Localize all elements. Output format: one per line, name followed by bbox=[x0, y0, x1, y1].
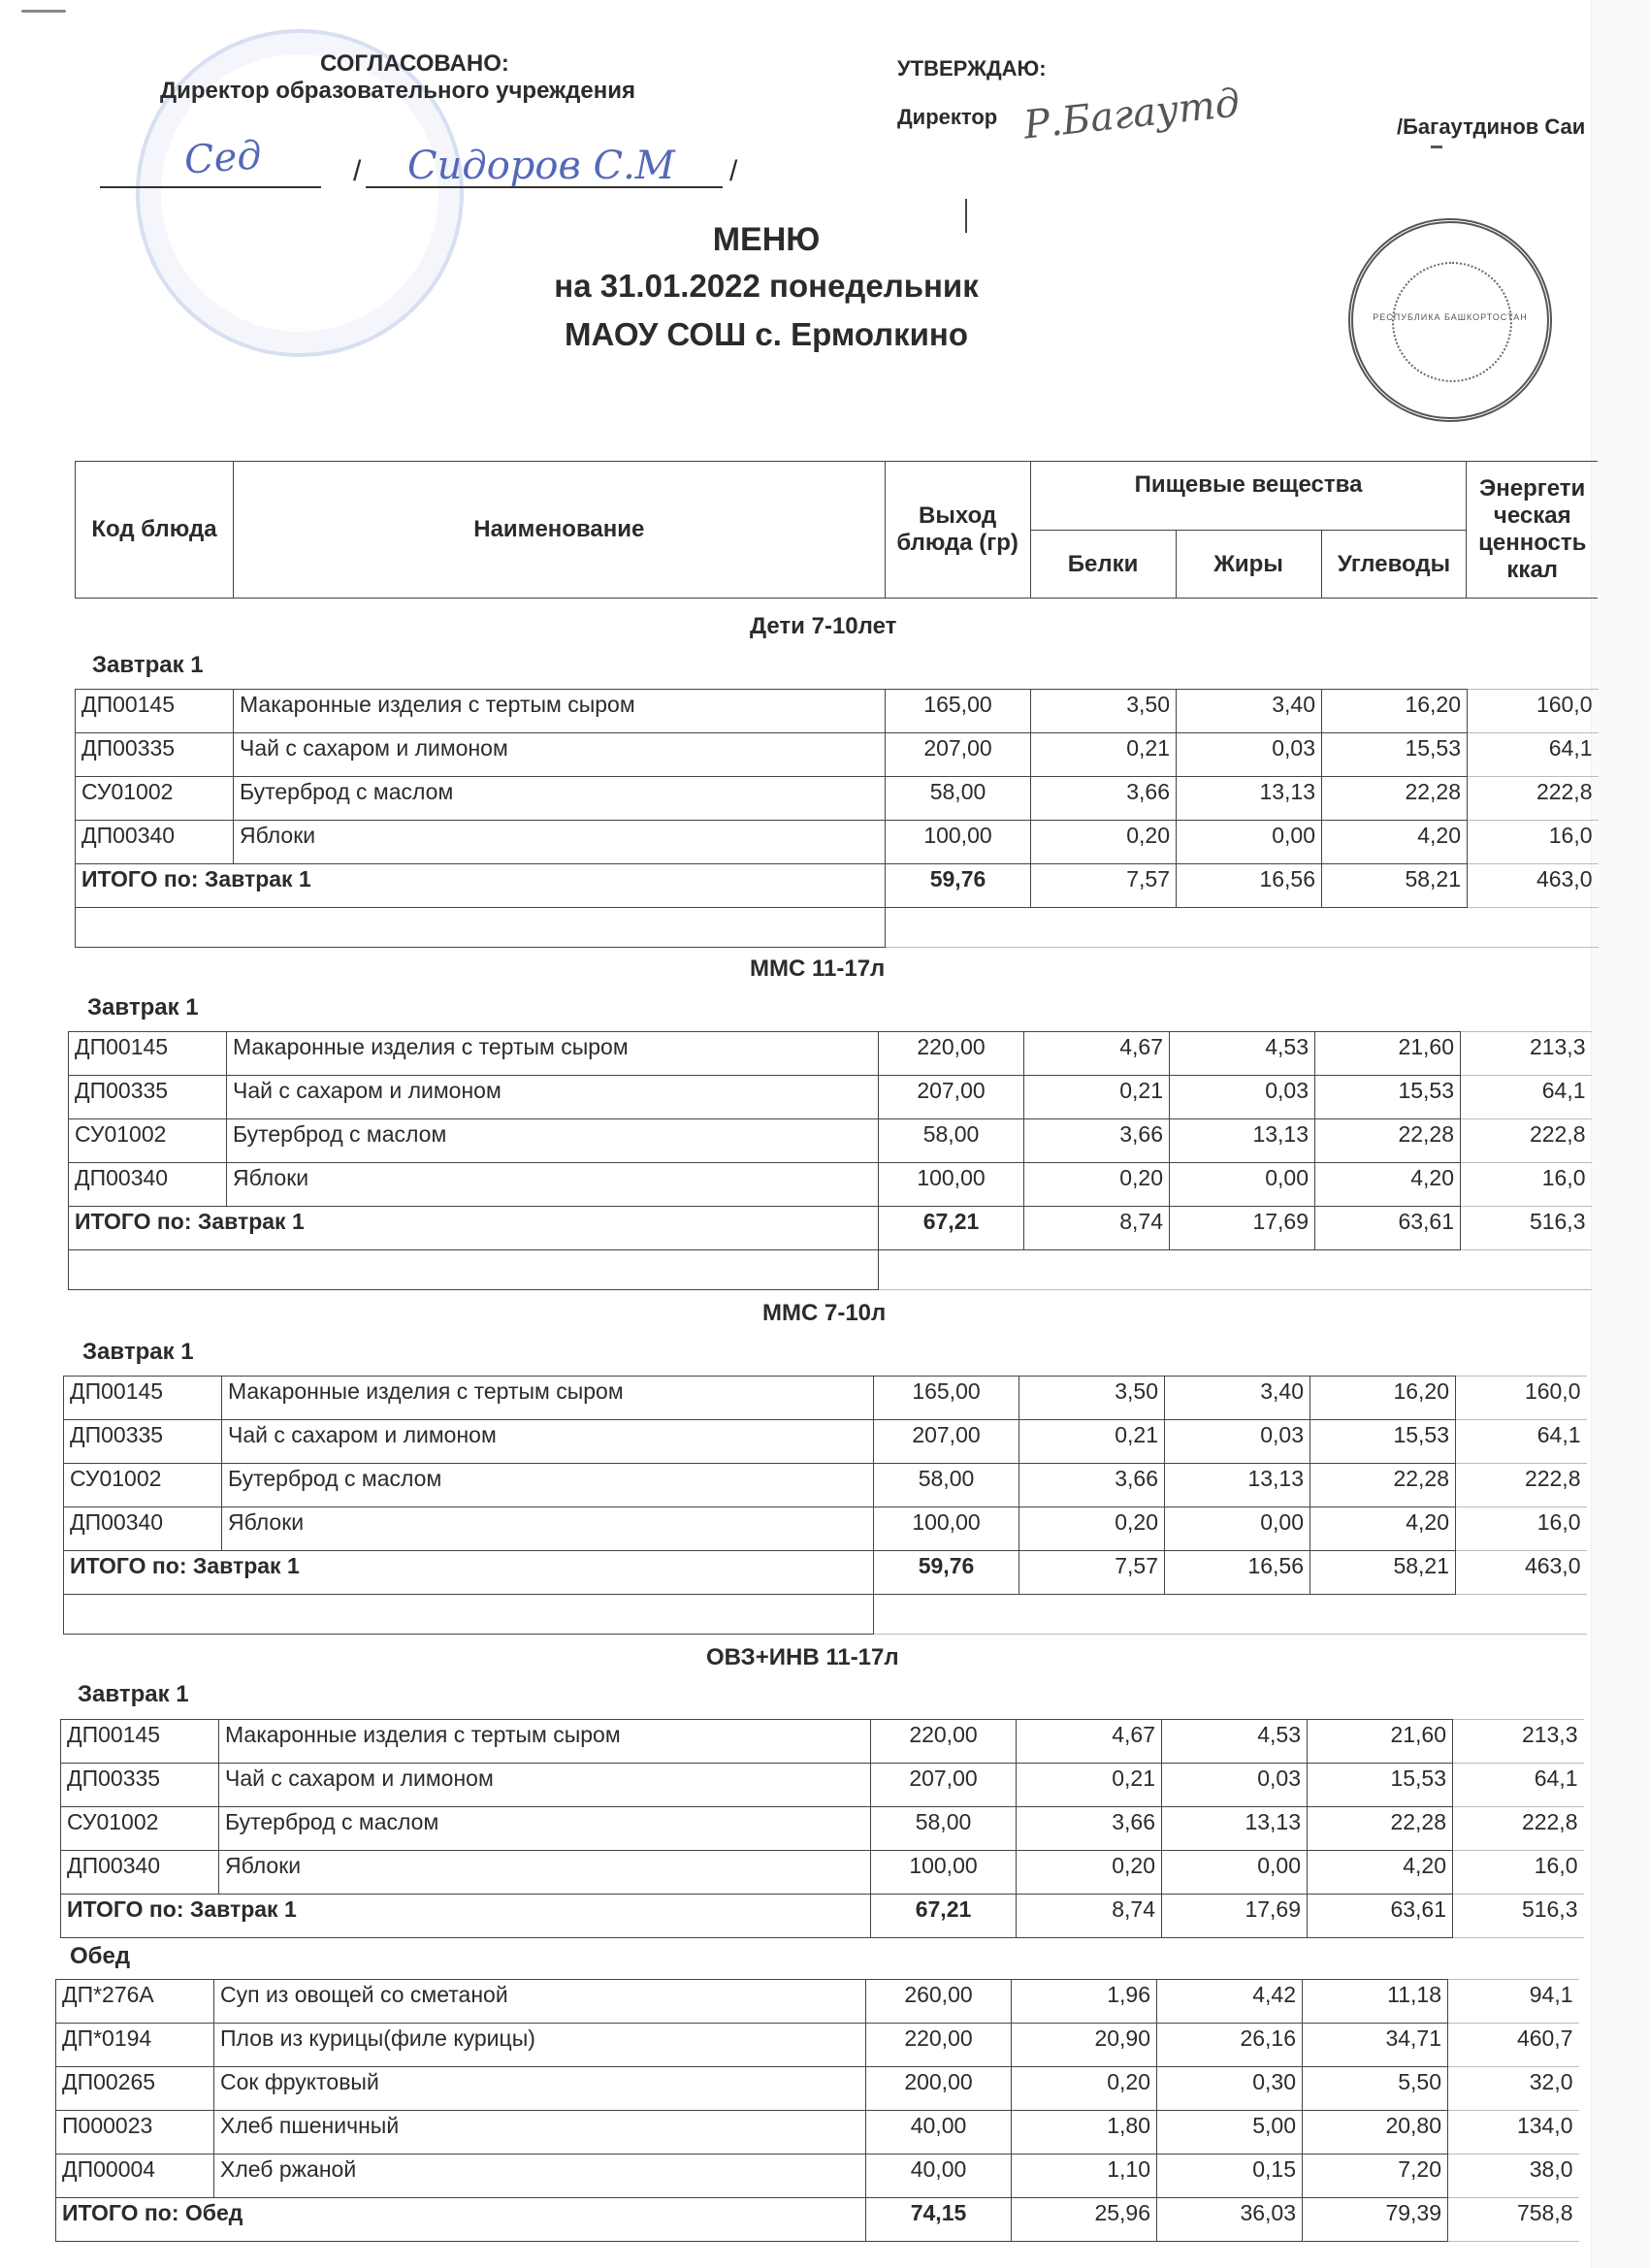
total-carbs: 58,21 bbox=[1322, 864, 1468, 908]
scan-mark bbox=[1431, 146, 1442, 148]
total-protein: 7,57 bbox=[1019, 1551, 1165, 1595]
dish-yield: 58,00 bbox=[886, 777, 1031, 821]
dish-name: Суп из овощей со сметаной bbox=[214, 1980, 866, 2024]
dish-carbs: 4,20 bbox=[1315, 1163, 1461, 1207]
dish-name: Чай с сахаром и лимоном bbox=[227, 1076, 879, 1119]
dish-code: ДП00340 bbox=[64, 1507, 222, 1551]
total-label: ИТОГО по: Завтрак 1 bbox=[69, 1207, 879, 1250]
menu-table bbox=[60, 1719, 1584, 1938]
header-energy: Энергети ческая ценность ккал bbox=[1467, 462, 1598, 599]
dish-yield: 207,00 bbox=[879, 1076, 1024, 1119]
dish-protein: 0,21 bbox=[1017, 1764, 1162, 1807]
dish-code: ДП*0194 bbox=[56, 2024, 214, 2067]
meal-title: Завтрак 1 bbox=[87, 994, 199, 1021]
dish-name: Яблоки bbox=[227, 1163, 879, 1207]
dish-fat: 5,00 bbox=[1157, 2111, 1303, 2155]
signature-line bbox=[100, 186, 321, 188]
scan-mark bbox=[21, 10, 66, 13]
dish-fat: 13,13 bbox=[1170, 1119, 1315, 1163]
dish-name: Бутерброд с маслом bbox=[219, 1807, 871, 1851]
dish-fat: 0,03 bbox=[1177, 733, 1322, 777]
table-row bbox=[69, 1119, 1592, 1163]
table-row bbox=[56, 2067, 1579, 2111]
table-row bbox=[76, 690, 1599, 733]
table-row bbox=[56, 2155, 1579, 2198]
table-row bbox=[69, 1032, 1592, 1076]
dish-energy: 160,0 bbox=[1468, 690, 1599, 733]
total-carbs: 79,39 bbox=[1303, 2198, 1448, 2242]
total-fat: 17,69 bbox=[1162, 1895, 1308, 1938]
blank-cell bbox=[874, 1595, 1587, 1635]
total-yield: 67,21 bbox=[871, 1895, 1017, 1938]
dish-code: ДП00340 bbox=[69, 1163, 227, 1207]
dish-fat: 0,00 bbox=[1165, 1507, 1310, 1551]
dish-yield: 58,00 bbox=[879, 1119, 1024, 1163]
dish-name: Чай с сахаром и лимоном bbox=[222, 1420, 874, 1464]
table-row bbox=[56, 2111, 1579, 2155]
dish-energy: 32,0 bbox=[1448, 2067, 1579, 2111]
dish-fat: 3,40 bbox=[1165, 1377, 1310, 1420]
dish-protein: 3,66 bbox=[1017, 1807, 1162, 1851]
dish-protein: 0,20 bbox=[1031, 821, 1177, 864]
dish-protein: 3,66 bbox=[1024, 1119, 1170, 1163]
blank-row bbox=[76, 908, 1599, 948]
dish-protein: 3,50 bbox=[1031, 690, 1177, 733]
dish-name: Бутерброд с маслом bbox=[234, 777, 886, 821]
agreed-subtitle: Директор образовательного учреждения bbox=[160, 78, 635, 104]
age-group-title: Дети 7-10лет bbox=[750, 613, 897, 639]
blank-row bbox=[69, 1250, 1592, 1290]
dish-yield: 207,00 bbox=[886, 733, 1031, 777]
blank-cell bbox=[879, 1250, 1592, 1290]
total-fat: 16,56 bbox=[1177, 864, 1322, 908]
dish-code: ДП00145 bbox=[61, 1720, 219, 1764]
dish-protein: 1,10 bbox=[1012, 2155, 1157, 2198]
dish-carbs: 16,20 bbox=[1310, 1377, 1456, 1420]
header-name: Наименование bbox=[233, 462, 885, 599]
table-row bbox=[61, 1807, 1584, 1851]
document-date: на 31.01.2022 понедельник bbox=[554, 268, 979, 304]
dish-energy: 64,1 bbox=[1461, 1076, 1592, 1119]
total-protein: 25,96 bbox=[1012, 2198, 1157, 2242]
total-yield: 74,15 bbox=[866, 2198, 1012, 2242]
dish-yield: 40,00 bbox=[866, 2111, 1012, 2155]
total-protein: 8,74 bbox=[1017, 1895, 1162, 1938]
blank-cell bbox=[886, 908, 1599, 948]
blank-row bbox=[64, 1595, 1587, 1635]
table-row bbox=[69, 1076, 1592, 1119]
dish-fat: 26,16 bbox=[1157, 2024, 1303, 2067]
total-carbs: 63,61 bbox=[1308, 1895, 1453, 1938]
dish-name: Хлеб ржаной bbox=[214, 2155, 866, 2198]
menu-table-header bbox=[75, 461, 1598, 599]
dish-protein: 0,20 bbox=[1024, 1163, 1170, 1207]
table-row bbox=[64, 1507, 1587, 1551]
dish-carbs: 21,60 bbox=[1308, 1720, 1453, 1764]
blank-cell bbox=[69, 1250, 879, 1290]
dish-code: ДП00145 bbox=[76, 690, 234, 733]
header-protein: Белки bbox=[1030, 531, 1176, 599]
table-row bbox=[76, 777, 1599, 821]
dish-carbs: 15,53 bbox=[1322, 733, 1468, 777]
header-code: Код блюда bbox=[76, 462, 234, 599]
total-fat: 16,56 bbox=[1165, 1551, 1310, 1595]
dish-energy: 64,1 bbox=[1453, 1764, 1584, 1807]
total-protein: 8,74 bbox=[1024, 1207, 1170, 1250]
dish-energy: 64,1 bbox=[1468, 733, 1599, 777]
dish-fat: 4,53 bbox=[1170, 1032, 1315, 1076]
total-label: ИТОГО по: Завтрак 1 bbox=[76, 864, 886, 908]
slash: / bbox=[729, 155, 738, 187]
dish-protein: 0,20 bbox=[1019, 1507, 1165, 1551]
dish-code: СУ01002 bbox=[61, 1807, 219, 1851]
dish-fat: 0,00 bbox=[1170, 1163, 1315, 1207]
dish-protein: 1,96 bbox=[1012, 1980, 1157, 2024]
dish-protein: 3,66 bbox=[1031, 777, 1177, 821]
dish-name: Сок фруктовый bbox=[214, 2067, 866, 2111]
dish-carbs: 4,20 bbox=[1322, 821, 1468, 864]
dish-yield: 58,00 bbox=[874, 1464, 1019, 1507]
dish-name: Яблоки bbox=[219, 1851, 871, 1895]
dish-fat: 4,53 bbox=[1162, 1720, 1308, 1764]
slash: / bbox=[353, 155, 362, 187]
meal-title: Завтрак 1 bbox=[82, 1339, 194, 1365]
header-fat: Жиры bbox=[1176, 531, 1321, 599]
dish-carbs: 34,71 bbox=[1303, 2024, 1448, 2067]
dish-carbs: 4,20 bbox=[1308, 1851, 1453, 1895]
page-edge bbox=[1591, 0, 1649, 2268]
dish-yield: 165,00 bbox=[874, 1377, 1019, 1420]
dish-energy: 213,3 bbox=[1453, 1720, 1584, 1764]
dish-energy: 16,0 bbox=[1453, 1851, 1584, 1895]
dish-fat: 0,00 bbox=[1177, 821, 1322, 864]
approve-role: Директор bbox=[897, 105, 998, 129]
dish-fat: 13,13 bbox=[1165, 1464, 1310, 1507]
blank-cell bbox=[76, 908, 886, 948]
dish-name: Макаронные изделия с тертым сыром bbox=[219, 1720, 871, 1764]
table-row bbox=[76, 733, 1599, 777]
dish-fat: 0,03 bbox=[1170, 1076, 1315, 1119]
total-label: ИТОГО по: Обед bbox=[56, 2198, 866, 2242]
dish-name: Чай с сахаром и лимоном bbox=[234, 733, 886, 777]
dish-carbs: 16,20 bbox=[1322, 690, 1468, 733]
dish-energy: 64,1 bbox=[1456, 1420, 1587, 1464]
dish-yield: 100,00 bbox=[879, 1163, 1024, 1207]
total-yield: 67,21 bbox=[879, 1207, 1024, 1250]
dish-carbs: 21,60 bbox=[1315, 1032, 1461, 1076]
dish-yield: 207,00 bbox=[871, 1764, 1017, 1807]
stamp-text: РЕСПУБЛИКА БАШКОРТОСТАН bbox=[1373, 312, 1528, 322]
agreed-title: СОГЛАСОВАНО: bbox=[320, 50, 509, 77]
dish-energy: 16,0 bbox=[1456, 1507, 1587, 1551]
dish-energy: 222,8 bbox=[1456, 1464, 1587, 1507]
table-row bbox=[76, 821, 1599, 864]
dish-energy: 213,3 bbox=[1461, 1032, 1592, 1076]
dish-code: СУ01002 bbox=[64, 1464, 222, 1507]
header-yield: Выход блюда (гр) bbox=[885, 462, 1030, 599]
dish-yield: 207,00 bbox=[874, 1420, 1019, 1464]
dish-protein: 4,67 bbox=[1024, 1032, 1170, 1076]
dish-fat: 13,13 bbox=[1162, 1807, 1308, 1851]
total-energy: 463,0 bbox=[1456, 1551, 1587, 1595]
header-nutrients: Пищевые вещества bbox=[1030, 462, 1467, 531]
dish-protein: 0,20 bbox=[1012, 2067, 1157, 2111]
dish-energy: 94,1 bbox=[1448, 1980, 1579, 2024]
dish-carbs: 5,50 bbox=[1303, 2067, 1448, 2111]
dish-code: ДП00335 bbox=[76, 733, 234, 777]
dish-protein: 20,90 bbox=[1012, 2024, 1157, 2067]
dish-yield: 220,00 bbox=[879, 1032, 1024, 1076]
director-signature: Р.Багаутд bbox=[1021, 81, 1243, 148]
dish-code: СУ01002 bbox=[76, 777, 234, 821]
age-group-title: ММС 7-10л bbox=[762, 1300, 887, 1326]
dish-fat: 0,30 bbox=[1157, 2067, 1303, 2111]
total-energy: 463,0 bbox=[1468, 864, 1599, 908]
dish-code: П000023 bbox=[56, 2111, 214, 2155]
table-row bbox=[56, 1980, 1579, 2024]
dish-carbs: 7,20 bbox=[1303, 2155, 1448, 2198]
dish-fat: 0,03 bbox=[1162, 1764, 1308, 1807]
dish-carbs: 22,28 bbox=[1322, 777, 1468, 821]
dish-carbs: 15,53 bbox=[1310, 1420, 1456, 1464]
total-row bbox=[61, 1895, 1584, 1938]
dish-yield: 58,00 bbox=[871, 1807, 1017, 1851]
table-row bbox=[64, 1377, 1587, 1420]
dish-yield: 260,00 bbox=[866, 1980, 1012, 2024]
dish-code: ДП00340 bbox=[76, 821, 234, 864]
dish-fat: 4,42 bbox=[1157, 1980, 1303, 2024]
dish-code: ДП00145 bbox=[69, 1032, 227, 1076]
dish-name: Яблоки bbox=[222, 1507, 874, 1551]
table-row bbox=[61, 1851, 1584, 1895]
dish-name: Яблоки bbox=[234, 821, 886, 864]
dish-energy: 222,8 bbox=[1468, 777, 1599, 821]
age-group-title: ОВЗ+ИНВ 11-17л bbox=[706, 1644, 899, 1670]
menu-table bbox=[68, 1031, 1592, 1290]
dish-energy: 134,0 bbox=[1448, 2111, 1579, 2155]
meal-title: Завтрак 1 bbox=[92, 652, 204, 678]
dish-code: ДП00335 bbox=[61, 1764, 219, 1807]
dish-yield: 200,00 bbox=[866, 2067, 1012, 2111]
dish-yield: 40,00 bbox=[866, 2155, 1012, 2198]
dish-code: ДП00265 bbox=[56, 2067, 214, 2111]
total-energy: 758,8 bbox=[1448, 2198, 1579, 2242]
table-row bbox=[69, 1163, 1592, 1207]
meal-title: Обед bbox=[70, 1943, 131, 1969]
school-name: МАОУ СОШ с. Ермолкино bbox=[564, 316, 969, 352]
dish-yield: 165,00 bbox=[886, 690, 1031, 733]
table-row bbox=[56, 2024, 1579, 2067]
dish-name: Хлеб пшеничный bbox=[214, 2111, 866, 2155]
dish-name: Плов из курицы(филе курицы) bbox=[214, 2024, 866, 2067]
dish-name: Макаронные изделия с тертым сыром bbox=[222, 1377, 874, 1420]
dish-protein: 0,21 bbox=[1019, 1420, 1165, 1464]
dish-protein: 0,21 bbox=[1024, 1076, 1170, 1119]
total-label: ИТОГО по: Завтрак 1 bbox=[64, 1551, 874, 1595]
dish-protein: 0,21 bbox=[1031, 733, 1177, 777]
total-row bbox=[56, 2198, 1579, 2242]
table-row bbox=[61, 1764, 1584, 1807]
total-protein: 7,57 bbox=[1031, 864, 1177, 908]
table-row bbox=[61, 1720, 1584, 1764]
dish-fat: 0,00 bbox=[1162, 1851, 1308, 1895]
dish-fat: 0,15 bbox=[1157, 2155, 1303, 2198]
dish-name: Бутерброд с маслом bbox=[227, 1119, 879, 1163]
total-energy: 516,3 bbox=[1461, 1207, 1592, 1250]
total-fat: 17,69 bbox=[1170, 1207, 1315, 1250]
dish-carbs: 15,53 bbox=[1315, 1076, 1461, 1119]
blank-cell bbox=[64, 1595, 874, 1635]
dish-yield: 220,00 bbox=[866, 2024, 1012, 2067]
dish-energy: 160,0 bbox=[1456, 1377, 1587, 1420]
document-title: МЕНЮ bbox=[712, 221, 821, 258]
total-fat: 36,03 bbox=[1157, 2198, 1303, 2242]
dish-code: ДП00004 bbox=[56, 2155, 214, 2198]
dish-yield: 100,00 bbox=[886, 821, 1031, 864]
dish-energy: 460,7 bbox=[1448, 2024, 1579, 2067]
dish-protein: 3,66 bbox=[1019, 1464, 1165, 1507]
menu-table bbox=[63, 1376, 1587, 1635]
total-label: ИТОГО по: Завтрак 1 bbox=[61, 1895, 871, 1938]
total-row bbox=[69, 1207, 1592, 1250]
total-carbs: 63,61 bbox=[1315, 1207, 1461, 1250]
dish-code: ДП00340 bbox=[61, 1851, 219, 1895]
dish-yield: 100,00 bbox=[874, 1507, 1019, 1551]
dish-code: СУ01002 bbox=[69, 1119, 227, 1163]
dish-energy: 16,0 bbox=[1468, 821, 1599, 864]
meal-title: Завтрак 1 bbox=[78, 1681, 189, 1707]
header-carbs: Углеводы bbox=[1321, 531, 1467, 599]
total-yield: 59,76 bbox=[874, 1551, 1019, 1595]
dish-carbs: 11,18 bbox=[1303, 1980, 1448, 2024]
total-yield: 59,76 bbox=[886, 864, 1031, 908]
menu-table bbox=[75, 689, 1599, 948]
dish-name: Макаронные изделия с тертым сыром bbox=[234, 690, 886, 733]
dish-fat: 3,40 bbox=[1177, 690, 1322, 733]
age-group-title: ММС 11-17л bbox=[750, 956, 886, 982]
total-energy: 516,3 bbox=[1453, 1895, 1584, 1938]
dish-fat: 13,13 bbox=[1177, 777, 1322, 821]
dish-code: ДП00145 bbox=[64, 1377, 222, 1420]
dish-code: ДП00335 bbox=[64, 1420, 222, 1464]
dish-code: ДП*276А bbox=[56, 1980, 214, 2024]
dish-carbs: 22,28 bbox=[1308, 1807, 1453, 1851]
dish-carbs: 22,28 bbox=[1315, 1119, 1461, 1163]
dish-name: Чай с сахаром и лимоном bbox=[219, 1764, 871, 1807]
total-carbs: 58,21 bbox=[1310, 1551, 1456, 1595]
dish-name: Бутерброд с маслом bbox=[222, 1464, 874, 1507]
dish-protein: 4,67 bbox=[1017, 1720, 1162, 1764]
dish-carbs: 22,28 bbox=[1310, 1464, 1456, 1507]
dish-protein: 0,20 bbox=[1017, 1851, 1162, 1895]
dish-carbs: 15,53 bbox=[1308, 1764, 1453, 1807]
dish-name: Макаронные изделия с тертым сыром bbox=[227, 1032, 879, 1076]
approve-title: УТВЕРЖДАЮ: bbox=[897, 56, 1047, 81]
dish-energy: 38,0 bbox=[1448, 2155, 1579, 2198]
dish-protein: 1,80 bbox=[1012, 2111, 1157, 2155]
dish-energy: 16,0 bbox=[1461, 1163, 1592, 1207]
dish-carbs: 20,80 bbox=[1303, 2111, 1448, 2155]
dish-carbs: 4,20 bbox=[1310, 1507, 1456, 1551]
dish-energy: 222,8 bbox=[1453, 1807, 1584, 1851]
table-row bbox=[64, 1420, 1587, 1464]
dish-yield: 100,00 bbox=[871, 1851, 1017, 1895]
total-row bbox=[76, 864, 1599, 908]
table-row bbox=[64, 1464, 1587, 1507]
dish-code: ДП00335 bbox=[69, 1076, 227, 1119]
dish-protein: 3,50 bbox=[1019, 1377, 1165, 1420]
dish-fat: 0,03 bbox=[1165, 1420, 1310, 1464]
total-row bbox=[64, 1551, 1587, 1595]
menu-table bbox=[55, 1979, 1579, 2242]
handwritten-signature: Сед bbox=[182, 133, 264, 183]
dish-yield: 220,00 bbox=[871, 1720, 1017, 1764]
director-name: /Багаутдинов Саи bbox=[1397, 114, 1586, 139]
handwritten-name: Сидоров С.М bbox=[407, 144, 675, 188]
dish-energy: 222,8 bbox=[1461, 1119, 1592, 1163]
